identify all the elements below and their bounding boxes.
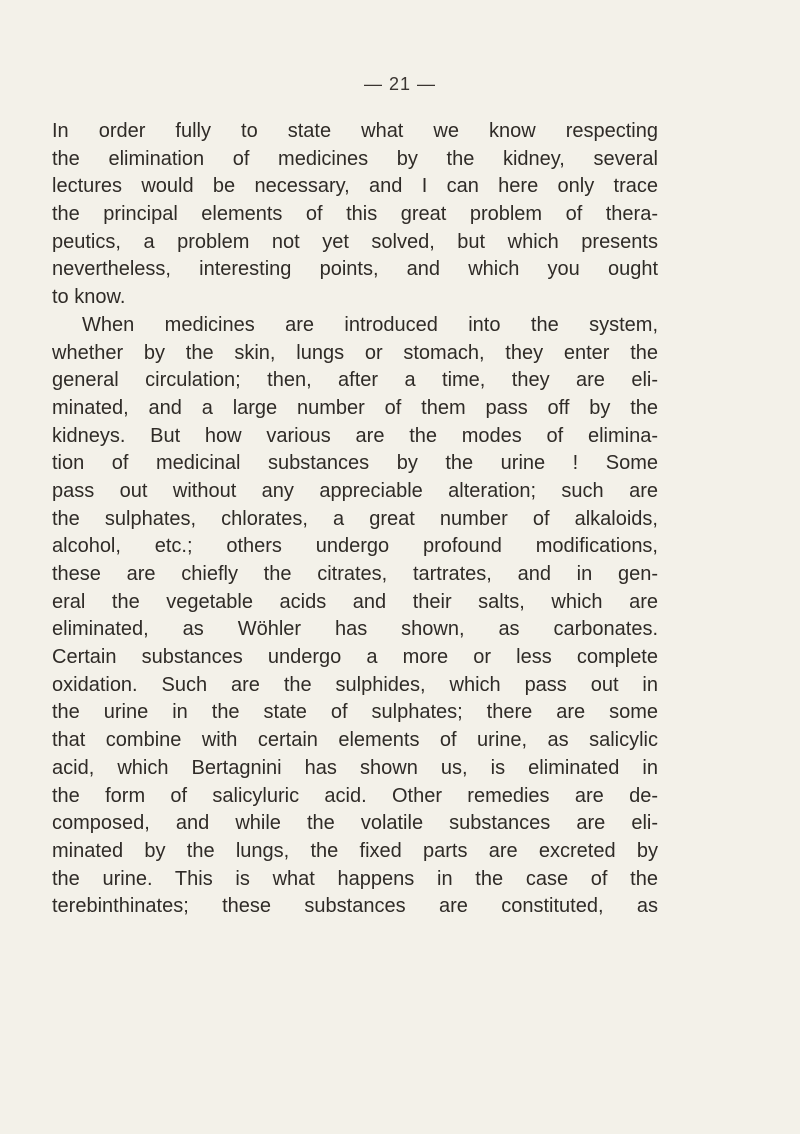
text-line: nevertheless, interesting points, and which you ought xyxy=(52,258,658,281)
text-line: When medicines are introduced into the system, xyxy=(82,313,658,336)
text-line: oxidation. Such are the sulphides, which pass out in xyxy=(52,673,658,696)
text-line: the urine. This is what happens in the case of the xyxy=(52,867,658,890)
text-line: minated, and a large number of them pass off by the xyxy=(52,396,658,419)
text-line: these are chiefly the citrates, tartrates, and in gen- xyxy=(52,563,658,585)
text-line: peutics, a problem not yet solved, but which presents xyxy=(52,230,658,253)
body-text xyxy=(52,118,658,921)
paragraph-1 xyxy=(52,118,658,312)
text-line: alcohol, etc.; others undergo profound modifications, xyxy=(52,535,658,558)
text-line: terebinthinates; these substances are constituted, as xyxy=(52,895,658,918)
text-line: kidneys. But how various are the modes of elimina- xyxy=(52,424,658,447)
text-line: pass out without any appreciable alteration; such are xyxy=(52,479,658,502)
text-line: acid, which Bertagnini has shown us, is eliminated in xyxy=(52,756,658,779)
paragraph-2 xyxy=(52,312,658,921)
text-line: minated by the lungs, the fixed parts are excreted by xyxy=(52,839,658,862)
text-line: the urine in the state of sulphates; there are some xyxy=(52,701,658,724)
text-line: general circulation; then, after a time, they are eli- xyxy=(52,369,658,392)
text-line: tion of medicinal substances by the urine ! Some xyxy=(52,452,658,475)
text-line: lectures would be necessary, and I can here only trace xyxy=(52,175,658,198)
text-line: that combine with certain elements of urine, as salicylic xyxy=(52,729,658,752)
text-line: eral the vegetable acids and their salts, which are xyxy=(52,590,658,613)
text-line: the elimination of medicines by the kidney, several xyxy=(52,147,658,170)
text-line: composed, and while the volatile substances are eli- xyxy=(52,812,658,835)
text-line: eliminated, as Wöhler has shown, as carbonates. xyxy=(52,618,658,641)
text-line: whether by the skin, lungs or stomach, they enter the xyxy=(52,341,658,364)
text-line: the form of salicyluric acid. Other remedies are de- xyxy=(52,784,658,807)
text-line: Certain substances undergo a more or less complete xyxy=(52,646,658,669)
text-line: In order fully to state what we know respecting xyxy=(52,120,658,142)
text-line: the sulphates, chlorates, a great number of alkaloids, xyxy=(52,507,658,530)
page-number: — 21 — xyxy=(363,74,437,94)
text-line: to know. xyxy=(52,286,126,309)
text-line: the principal elements of this great problem of thera- xyxy=(52,203,658,226)
